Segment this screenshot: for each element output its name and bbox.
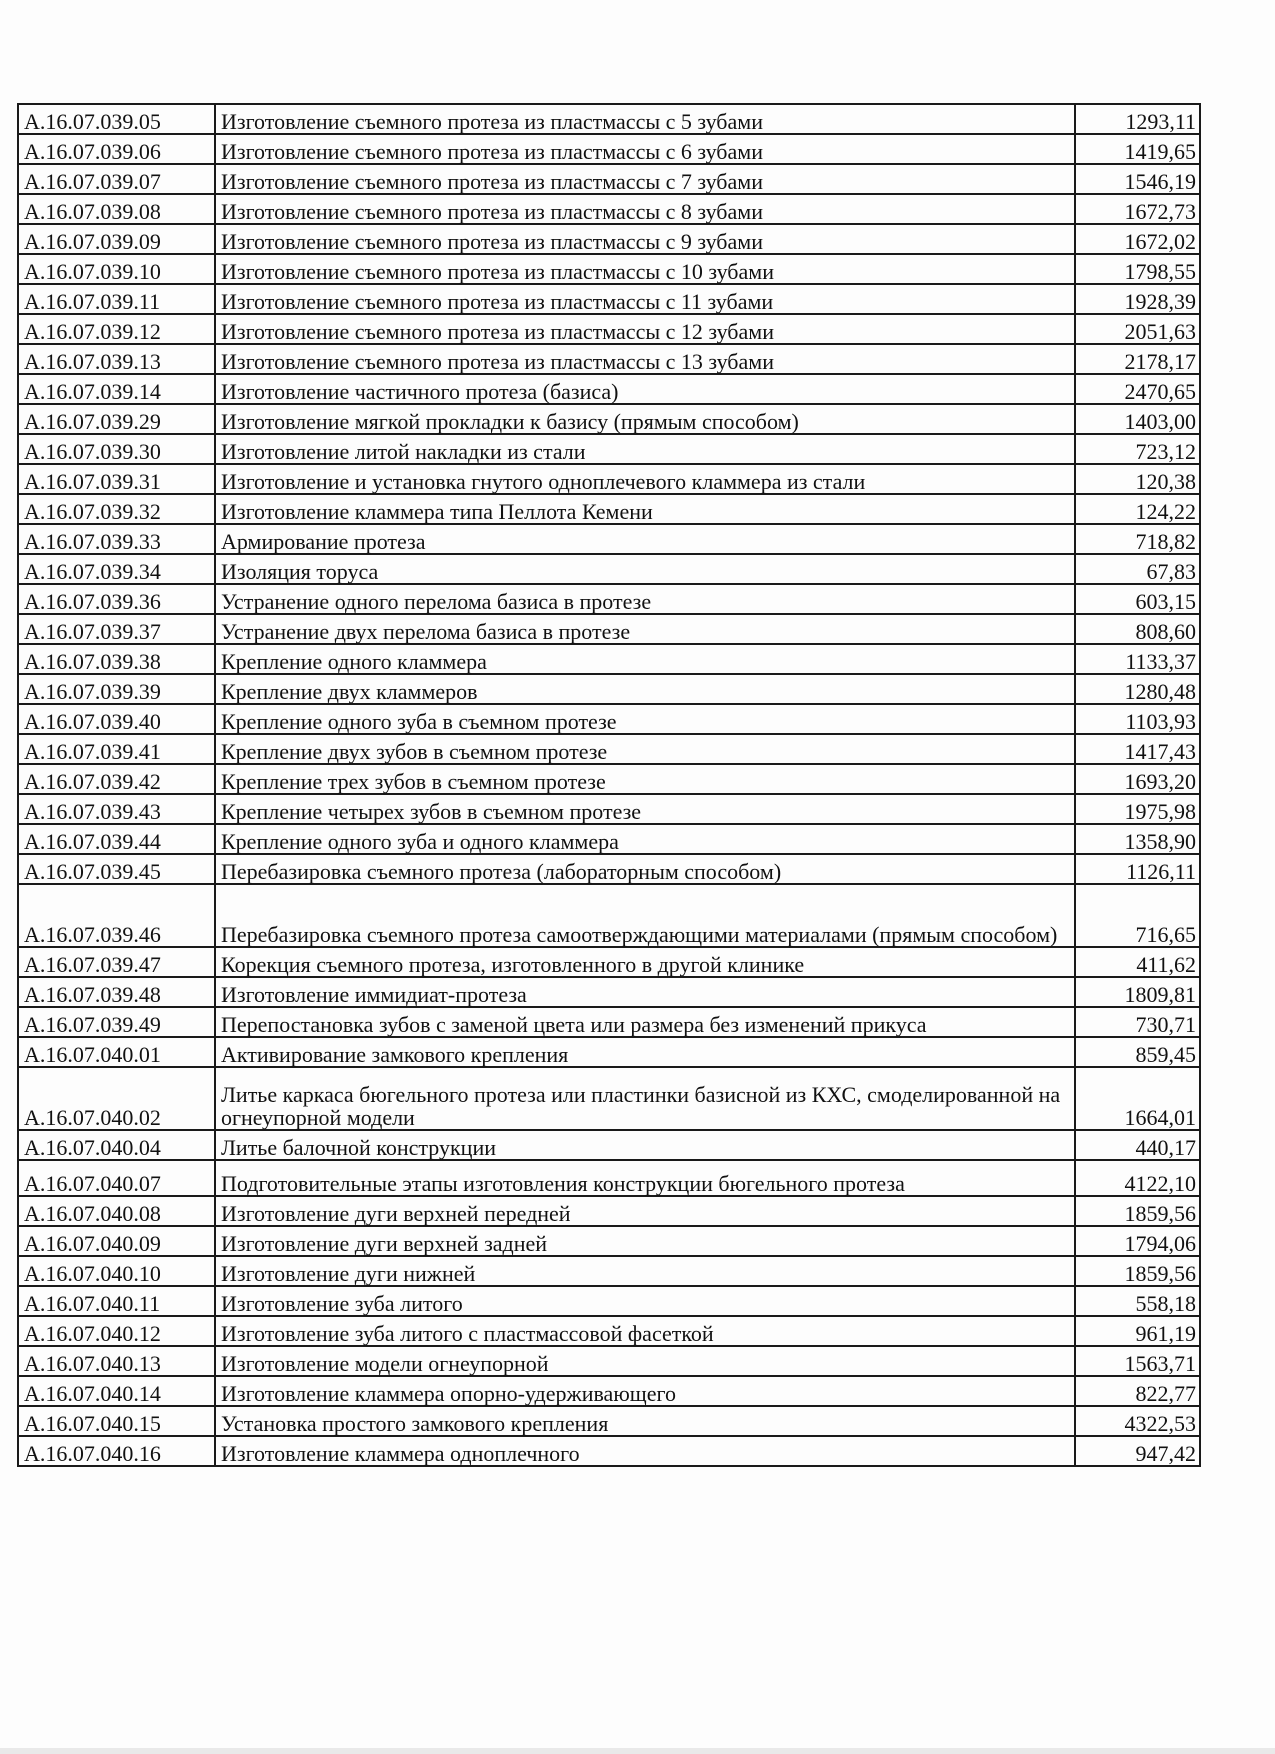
table-row — [18, 614, 1200, 644]
table-row — [18, 344, 1200, 374]
service-code: A.16.07.039.42 — [18, 764, 215, 794]
service-name: Литье балочной конструкции — [215, 1130, 1075, 1160]
service-name: Изготовление кламмера опорно-удерживающего — [215, 1376, 1075, 1406]
service-name: Изготовление съемного протеза из пластмассы с 13 зубами — [215, 344, 1075, 374]
service-price: 718,82 — [1075, 524, 1200, 554]
table-row — [18, 734, 1200, 764]
service-code: A.16.07.040.15 — [18, 1406, 215, 1436]
table-row — [18, 434, 1200, 464]
table-row — [18, 464, 1200, 494]
service-code: A.16.07.039.36 — [18, 584, 215, 614]
service-code: A.16.07.039.33 — [18, 524, 215, 554]
table-row — [18, 164, 1200, 194]
service-code: A.16.07.040.04 — [18, 1130, 215, 1160]
service-name: Изготовление модели огнеупорной — [215, 1346, 1075, 1376]
table-row — [18, 254, 1200, 284]
service-price: 1126,11 — [1075, 854, 1200, 884]
service-code: A.16.07.040.02 — [18, 1067, 215, 1130]
service-name: Крепление одного зуба и одного кламмера — [215, 824, 1075, 854]
service-price: 2178,17 — [1075, 344, 1200, 374]
table-row — [18, 1007, 1200, 1037]
service-name: Изготовление съемного протеза из пластмассы с 9 зубами — [215, 224, 1075, 254]
service-name: Изготовление съемного протеза из пластмассы с 6 зубами — [215, 134, 1075, 164]
service-name: Крепление одного кламмера — [215, 644, 1075, 674]
page-bottom-edge — [0, 1748, 1275, 1754]
service-code: A.16.07.040.12 — [18, 1316, 215, 1346]
service-code: A.16.07.039.40 — [18, 704, 215, 734]
service-code: A.16.07.039.29 — [18, 404, 215, 434]
service-name: Изоляция торуса — [215, 554, 1075, 584]
service-name: Перепостановка зубов с заменой цвета или размера без изменений прикуса — [215, 1007, 1075, 1037]
service-name: Корекция съемного протеза, изготовленного в другой клинике — [215, 947, 1075, 977]
service-code: A.16.07.040.11 — [18, 1286, 215, 1316]
service-code: A.16.07.039.44 — [18, 824, 215, 854]
table-row — [18, 947, 1200, 977]
table-row — [18, 524, 1200, 554]
service-name: Перебазировка съемного протеза самоотверждающими материалами (прямым способом) — [215, 884, 1075, 947]
service-price: 1809,81 — [1075, 977, 1200, 1007]
table-row — [18, 134, 1200, 164]
service-price: 440,17 — [1075, 1130, 1200, 1160]
service-code: A.16.07.039.08 — [18, 194, 215, 224]
service-price: 1798,55 — [1075, 254, 1200, 284]
service-price: 1293,11 — [1075, 104, 1200, 134]
service-code: A.16.07.039.11 — [18, 284, 215, 314]
table-row — [18, 194, 1200, 224]
service-code: A.16.07.039.48 — [18, 977, 215, 1007]
service-code: A.16.07.039.13 — [18, 344, 215, 374]
service-code: A.16.07.039.05 — [18, 104, 215, 134]
table-row — [18, 1130, 1200, 1160]
service-code: A.16.07.039.12 — [18, 314, 215, 344]
service-name: Изготовление дуги верхней задней — [215, 1226, 1075, 1256]
service-code: A.16.07.039.06 — [18, 134, 215, 164]
table-row — [18, 704, 1200, 734]
service-price: 1419,65 — [1075, 134, 1200, 164]
service-name: Армирование протеза — [215, 524, 1075, 554]
service-price: 1546,19 — [1075, 164, 1200, 194]
service-name: Крепление трех зубов в съемном протезе — [215, 764, 1075, 794]
service-name: Изготовление съемного протеза из пластмассы с 5 зубами — [215, 104, 1075, 134]
service-code: A.16.07.040.09 — [18, 1226, 215, 1256]
table-row — [18, 1436, 1200, 1466]
service-price: 1417,43 — [1075, 734, 1200, 764]
service-name: Подготовительные этапы изготовления конструкции бюгельного протеза — [215, 1160, 1075, 1196]
service-price: 411,62 — [1075, 947, 1200, 977]
service-price: 808,60 — [1075, 614, 1200, 644]
service-code: A.16.07.040.13 — [18, 1346, 215, 1376]
table-row — [18, 224, 1200, 254]
service-price: 1928,39 — [1075, 284, 1200, 314]
service-price: 1859,56 — [1075, 1196, 1200, 1226]
service-code: A.16.07.039.14 — [18, 374, 215, 404]
table-row — [18, 794, 1200, 824]
service-name: Устранение одного перелома базиса в протезе — [215, 584, 1075, 614]
table-row — [18, 1037, 1200, 1067]
table-row — [18, 674, 1200, 704]
service-name: Изготовление частичного протеза (базиса) — [215, 374, 1075, 404]
service-code: A.16.07.039.43 — [18, 794, 215, 824]
service-code: A.16.07.040.01 — [18, 1037, 215, 1067]
service-name: Перебазировка съемного протеза (лабораторным способом) — [215, 854, 1075, 884]
table-row — [18, 104, 1200, 134]
service-name: Крепление четырех зубов в съемном протезе — [215, 794, 1075, 824]
table-row — [18, 1406, 1200, 1436]
table-row — [18, 1376, 1200, 1406]
table-row — [18, 1346, 1200, 1376]
service-code: A.16.07.039.49 — [18, 1007, 215, 1037]
service-name: Изготовление съемного протеза из пластмассы с 8 зубами — [215, 194, 1075, 224]
service-code: A.16.07.039.07 — [18, 164, 215, 194]
service-name: Изготовление кламмера типа Пеллота Кемени — [215, 494, 1075, 524]
table-row — [18, 1196, 1200, 1226]
service-name: Устранение двух перелома базиса в протезе — [215, 614, 1075, 644]
service-code: A.16.07.039.47 — [18, 947, 215, 977]
service-price: 1975,98 — [1075, 794, 1200, 824]
service-code: A.16.07.039.32 — [18, 494, 215, 524]
service-price: 1672,02 — [1075, 224, 1200, 254]
service-price: 822,77 — [1075, 1376, 1200, 1406]
table-row — [18, 404, 1200, 434]
table-row — [18, 977, 1200, 1007]
service-name: Литье каркаса бюгельного протеза или пластинки базисной из КХС, смоделированной на огнеупорной модели — [215, 1067, 1075, 1130]
service-name: Изготовление литой накладки из стали — [215, 434, 1075, 464]
service-name: Изготовление съемного протеза из пластмассы с 11 зубами — [215, 284, 1075, 314]
service-code: A.16.07.040.14 — [18, 1376, 215, 1406]
table-row — [18, 314, 1200, 344]
table-row — [18, 854, 1200, 884]
service-code: A.16.07.040.16 — [18, 1436, 215, 1466]
table-row — [18, 764, 1200, 794]
table-row — [18, 1067, 1200, 1130]
service-price: 1403,00 — [1075, 404, 1200, 434]
service-code: A.16.07.039.39 — [18, 674, 215, 704]
service-name: Изготовление зуба литого с пластмассовой фасеткой — [215, 1316, 1075, 1346]
service-price: 1664,01 — [1075, 1067, 1200, 1130]
service-name: Изготовление съемного протеза из пластмассы с 12 зубами — [215, 314, 1075, 344]
service-price: 2470,65 — [1075, 374, 1200, 404]
service-price: 4322,53 — [1075, 1406, 1200, 1436]
service-price: 1693,20 — [1075, 764, 1200, 794]
table-row — [18, 554, 1200, 584]
service-price: 723,12 — [1075, 434, 1200, 464]
service-name: Изготовление и установка гнутого одноплечевого кламмера из стали — [215, 464, 1075, 494]
table-row — [18, 584, 1200, 614]
service-price: 124,22 — [1075, 494, 1200, 524]
table-row — [18, 494, 1200, 524]
service-name: Крепление двух зубов в съемном протезе — [215, 734, 1075, 764]
service-name: Изготовление иммидиат-протеза — [215, 977, 1075, 1007]
service-price: 716,65 — [1075, 884, 1200, 947]
service-code: A.16.07.039.41 — [18, 734, 215, 764]
service-price: 1794,06 — [1075, 1226, 1200, 1256]
service-name: Изготовление дуги верхней передней — [215, 1196, 1075, 1226]
service-code: A.16.07.040.10 — [18, 1256, 215, 1286]
table-row — [18, 1316, 1200, 1346]
service-code: A.16.07.039.46 — [18, 884, 215, 947]
service-name: Крепление двух кламмеров — [215, 674, 1075, 704]
service-code: A.16.07.039.10 — [18, 254, 215, 284]
service-price: 947,42 — [1075, 1436, 1200, 1466]
service-price: 1103,93 — [1075, 704, 1200, 734]
service-price: 120,38 — [1075, 464, 1200, 494]
table-row — [18, 284, 1200, 314]
service-name: Изготовление кламмера одноплечного — [215, 1436, 1075, 1466]
service-price: 859,45 — [1075, 1037, 1200, 1067]
service-price: 67,83 — [1075, 554, 1200, 584]
table-row — [18, 1256, 1200, 1286]
service-name: Крепление одного зуба в съемном протезе — [215, 704, 1075, 734]
service-code: A.16.07.040.08 — [18, 1196, 215, 1226]
service-name: Активирование замкового крепления — [215, 1037, 1075, 1067]
service-name: Изготовление мягкой прокладки к базису (прямым способом) — [215, 404, 1075, 434]
service-price: 1672,73 — [1075, 194, 1200, 224]
service-price: 1280,48 — [1075, 674, 1200, 704]
service-name: Изготовление съемного протеза из пластмассы с 7 зубами — [215, 164, 1075, 194]
service-name: Изготовление дуги нижней — [215, 1256, 1075, 1286]
service-name: Установка простого замкового крепления — [215, 1406, 1075, 1436]
price-table — [17, 103, 1201, 1467]
table-row — [18, 374, 1200, 404]
table-row — [18, 1286, 1200, 1316]
service-price: 961,19 — [1075, 1316, 1200, 1346]
service-price: 730,71 — [1075, 1007, 1200, 1037]
table-row — [18, 644, 1200, 674]
service-price: 603,15 — [1075, 584, 1200, 614]
service-price: 558,18 — [1075, 1286, 1200, 1316]
price-table-body — [18, 104, 1200, 1466]
service-name: Изготовление зуба литого — [215, 1286, 1075, 1316]
service-code: A.16.07.039.30 — [18, 434, 215, 464]
service-price: 2051,63 — [1075, 314, 1200, 344]
table-row — [18, 1160, 1200, 1196]
table-row — [18, 1226, 1200, 1256]
service-code: A.16.07.039.09 — [18, 224, 215, 254]
service-code: A.16.07.039.45 — [18, 854, 215, 884]
service-code: A.16.07.039.38 — [18, 644, 215, 674]
service-price: 1133,37 — [1075, 644, 1200, 674]
table-row — [18, 884, 1200, 947]
service-code: A.16.07.039.34 — [18, 554, 215, 584]
service-code: A.16.07.040.07 — [18, 1160, 215, 1196]
service-code: A.16.07.039.31 — [18, 464, 215, 494]
service-price: 4122,10 — [1075, 1160, 1200, 1196]
table-row — [18, 824, 1200, 854]
service-price: 1358,90 — [1075, 824, 1200, 854]
service-code: A.16.07.039.37 — [18, 614, 215, 644]
service-name: Изготовление съемного протеза из пластмассы с 10 зубами — [215, 254, 1075, 284]
service-price: 1563,71 — [1075, 1346, 1200, 1376]
service-price: 1859,56 — [1075, 1256, 1200, 1286]
